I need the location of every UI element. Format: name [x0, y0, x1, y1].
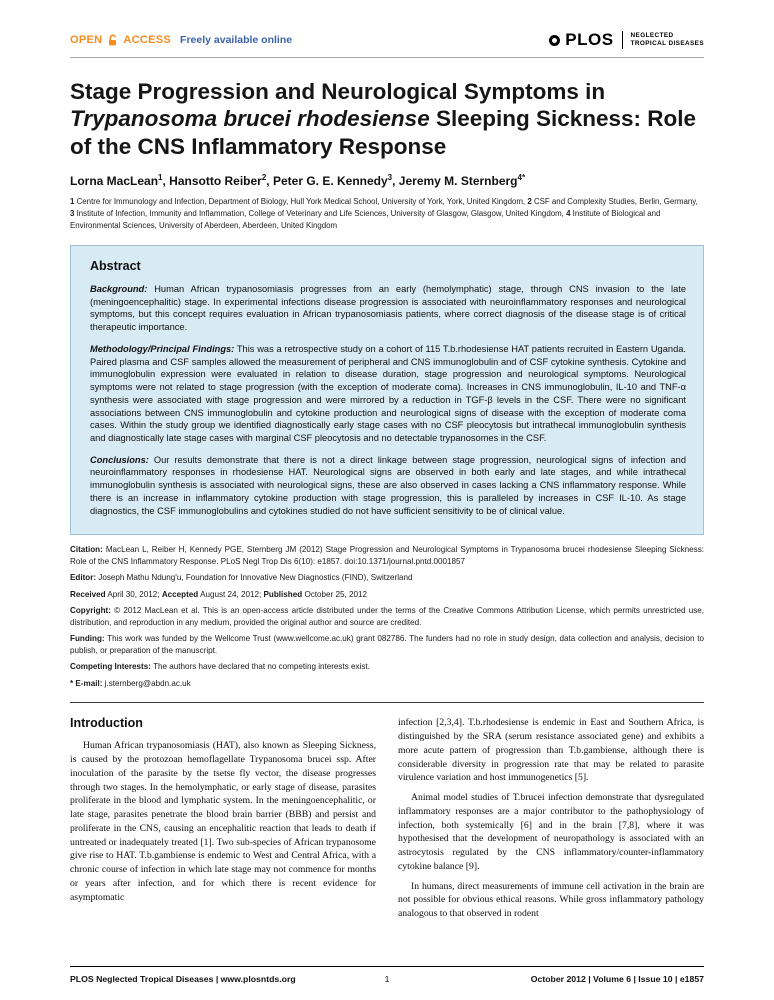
open-access-access-label: ACCESS: [123, 34, 172, 46]
affiliation-number: 4: [566, 209, 571, 219]
affiliation-text: CSF and Complexity Studies, Berlin, Germany,: [533, 197, 698, 207]
abstract-methodology: [90, 343, 686, 445]
abstract-background: [90, 283, 686, 334]
citation-text: MacLean L, Reiber H, Kennedy PGE, Sternberg JM (2012) Stage Progression and Neurological Symptoms in Trypanosoma brucei rhodesiense Sleeping Sickness: Role of the CNS Inflammatory Response. PLoS Negl Trop Dis 6(10): e1857. doi:10.1371/journal.pntd.0001857: [70, 545, 705, 566]
right-column: [398, 716, 704, 927]
article-metadata: [70, 535, 704, 703]
article-body: [70, 716, 704, 927]
funding-text: This work was funded by the Wellcome Trust (www.wellcome.ac.uk) grant 082786. The funders had no role in study design, data collection and analysis, decision to publish, or preparation of the manuscript.: [70, 634, 704, 655]
received-label: Received: [70, 589, 106, 599]
abstract-section-label: Background:: [90, 283, 148, 294]
abstract-box: [70, 245, 704, 535]
abstract-section-text: Our results demonstrate that there is not a direct linkage between stage progression, neurological signs of infection and neuroinflammatory responses in rhodesiense HAT. Neurological signs are observed in both early and late stages, and while intrathecal immunoglobulin synthesis is associated with neurological signs, these are also observed in cases lacking a CNS inflammatory response. While there is an increase in inflammatory cytokine production with stage progression, this is paralleled by increases in CSF IL-10. As stage diagnostics, the CSF immunoglobulins and cytokines studied do not have sufficient sensitivity to be of clinical value.: [90, 454, 686, 516]
author-affiliation-marker: 1: [158, 173, 163, 183]
author-affiliation-marker: 4*: [517, 173, 526, 183]
author-list: [70, 173, 704, 188]
abstract-section-label: Conclusions:: [90, 454, 149, 465]
author-name: Peter G. E. Kennedy: [272, 174, 388, 189]
competing-interests-label: Competing Interests:: [70, 662, 151, 672]
author-affiliation-marker: 3: [387, 173, 393, 183]
journal-subtitle: [631, 32, 704, 48]
published-date: October 25, 2012: [304, 589, 367, 599]
introduction-heading: Introduction: [70, 716, 143, 731]
funding: [70, 633, 704, 656]
footer-journal: PLOS Neglected Tropical Diseases | www.plosntds.org: [70, 974, 296, 984]
email-label: * E-mail:: [70, 678, 103, 688]
competing-interests-text: The authors have declared that no competing interests exist.: [153, 662, 370, 672]
author: [273, 174, 399, 188]
editor-text: Joseph Mathu Ndung'u, Foundation for Innovative New Diagnostics (FIND), Switzerland: [98, 573, 413, 583]
author: [70, 174, 169, 188]
body-paragraph: In humans, direct measurements of immune cell activation in the brain are not possible for obvious ethical reasons. While gross inflammatory pathology analogous to that observed in rodent: [398, 880, 704, 920]
author: [169, 174, 273, 188]
copyright-label: Copyright:: [70, 606, 111, 616]
abstract-heading: Abstract: [90, 258, 141, 273]
editor-label: Editor:: [70, 573, 97, 583]
open-access-open-label: OPEN: [70, 34, 103, 46]
email-address[interactable]: j.sternberg@abdn.ac.uk: [104, 678, 191, 688]
dates: [70, 589, 704, 600]
author-name: Hansotto Reiber: [169, 174, 262, 189]
affiliation-number: 1: [70, 197, 75, 207]
author-name: Jeremy M. Sternberg: [398, 174, 518, 189]
author-name: Lorna MacLean: [70, 174, 159, 189]
competing-interests: [70, 661, 704, 672]
page-title: [70, 78, 704, 160]
title-part3: Sleeping Sickness: Role of the CNS Inflammatory Response: [70, 106, 697, 159]
accepted-date: August 24, 2012;: [200, 589, 262, 599]
affiliation-text: Centre for Immunology and Infection, Department of Biology, Hull York Medical School, University of York, York, United Kingdom,: [76, 197, 526, 207]
author-affiliation-marker: 2: [261, 173, 267, 183]
received-date: April 30, 2012;: [107, 589, 160, 599]
freely-available-label: Freely available online: [180, 34, 293, 46]
footer-issue-info: October 2012 | Volume 6 | Issue 10 | e1857: [530, 974, 704, 984]
open-access-icon: [106, 34, 119, 47]
body-paragraph: Human African trypanosomiasis (HAT), also known as Sleeping Sickness, is caused by the protozoan hemoflagellate Trypanosoma brucei ssp. After inoculation of the parasite by the tsetse fly vector, the disease progresses through two stages. In the hemolymphatic, or early stage of disease, parasites proliferate in the blood and lymphatic system. In the meningoencephalitic, or late stage, parasites penetrate the blood brain barrier (BBB) and persist and proliferate in the CNS, causing an encephalitic reaction that leads to death if untreated or inadequately treated [1]. Two sub-species of African trypanosome give rise to HAT. T.b.gambiense is endemic to West and Central Africa, with a chronic course of infection in which late stage may not commence for months or years after infection, and for which there is recent evidence for asymptomatic: [70, 740, 376, 903]
copyright-text: © 2012 MacLean et al. This is an open-access article distributed under the terms of the Creative Commons Attribution License, which permits unrestricted use, distribution, and reproduction in any medium, provided the original author and source are credited.: [70, 606, 704, 627]
abstract-section-label: Methodology/Principal Findings:: [90, 343, 235, 354]
page-header: [70, 30, 704, 58]
affiliation-text: Institute of Infection, Immunity and Inflammation, College of Veterinary and Life Sciences, University of Glasgow, Glasgow, United Kingdom,: [76, 209, 564, 219]
funding-label: Funding:: [70, 634, 105, 644]
footer-page-number: 1: [384, 974, 390, 984]
editor: [70, 572, 704, 583]
title-part1: Stage Progression and Neurological Symptoms in: [70, 79, 606, 104]
left-column: [70, 716, 376, 927]
logo-divider: [622, 31, 623, 49]
body-paragraph: infection [2,3,4]. T.b.rhodesiense is endemic in East and Southern Africa, is distinguished by the SRA (serum resistance associated gene) and exhibits a more acute pattern of progression than T.b.gambiense, although there is considerable diversity in progression rate that may be related to parasite virulence variation and host immunogenetics [5].: [398, 717, 704, 784]
corresponding-email: [70, 678, 704, 689]
affiliation-text: Institute of Biological and Environmental Sciences, University of Aberdeen, Aberdeen, United Kingdom: [70, 209, 661, 231]
affiliations: [70, 196, 704, 232]
journal-subtitle-line1: NEGLECTED: [630, 32, 674, 39]
journal-subtitle-line2: TROPICAL DISEASES: [630, 40, 704, 47]
journal-name: PLOS: [565, 30, 614, 49]
plos-logo-icon: [549, 35, 560, 46]
author: [399, 174, 525, 188]
abstract-section-text: This was a retrospective study on a cohort of 115 T.b.rhodesiense HAT patients recruited in Eastern Uganda. Paired plasma and CSF samples allowed the measurement of peripheral and CNS immunoglobulin and of CSF cytokine synthesis. Cytokine and immunoglobulin expression were evaluated in relation to disease duration, stage progression and neurological symptoms. Neurological symptoms were not related to stage progression (with the exception of moderate coma). Increases in CNS immunoglobulin, IL-10 and TNF-α synthesis were associated with stage progression and were mirrored by a reduction in TGF-β levels in the CSF. There were no significant associations between CNS immunoglobulin and cytokine production and neurological signs of disease with the exception of moderate coma cases. Within the study group we identified diagnostically early stage cases with no CSF pleocytosis but intrathecal immunoglobulin synthesis and diagnostically late stage cases with marginal CSF pleocytosis and no detectable trypanosomes in the CSF.: [90, 343, 686, 443]
copyright: [70, 605, 704, 628]
citation: [70, 544, 704, 567]
affiliation-number: 2: [527, 197, 532, 207]
title-species-italic: Trypanosoma brucei rhodesiense: [70, 106, 430, 132]
affiliation-number: 3: [70, 209, 75, 219]
abstract-conclusions: [90, 454, 686, 518]
body-paragraph: Animal model studies of T.brucei infection demonstrate that dysregulated inflammatory responses are a major contributor to the pathophysiology of infection, both systemically [6] and in the brain [7,8], where it was hypothesised that the development of neuropathology is associated with an astrocytosis regulated by the CNS inflammatory/counter-inflammatory cytokine balance [9].: [398, 792, 704, 872]
page-footer: [70, 966, 704, 984]
journal-logo: [549, 30, 704, 50]
accepted-label: Accepted: [161, 589, 199, 599]
open-access-banner: [70, 34, 292, 47]
abstract-section-text: Human African trypanosomiasis progresses from an early (hemolymphatic) stage, through CNS invasion to the late (meningoencephalitic) stage. In experimental infections disease progression is associated with neuroinflammatory responses and neurological symptoms, but this concept requires evaluation in African trypanosomiasis patients, where correct diagnosis of the disease stage is of critical therapeutic importance.: [90, 283, 686, 333]
published-label: Published: [263, 589, 303, 599]
citation-label: Citation:: [70, 545, 103, 555]
